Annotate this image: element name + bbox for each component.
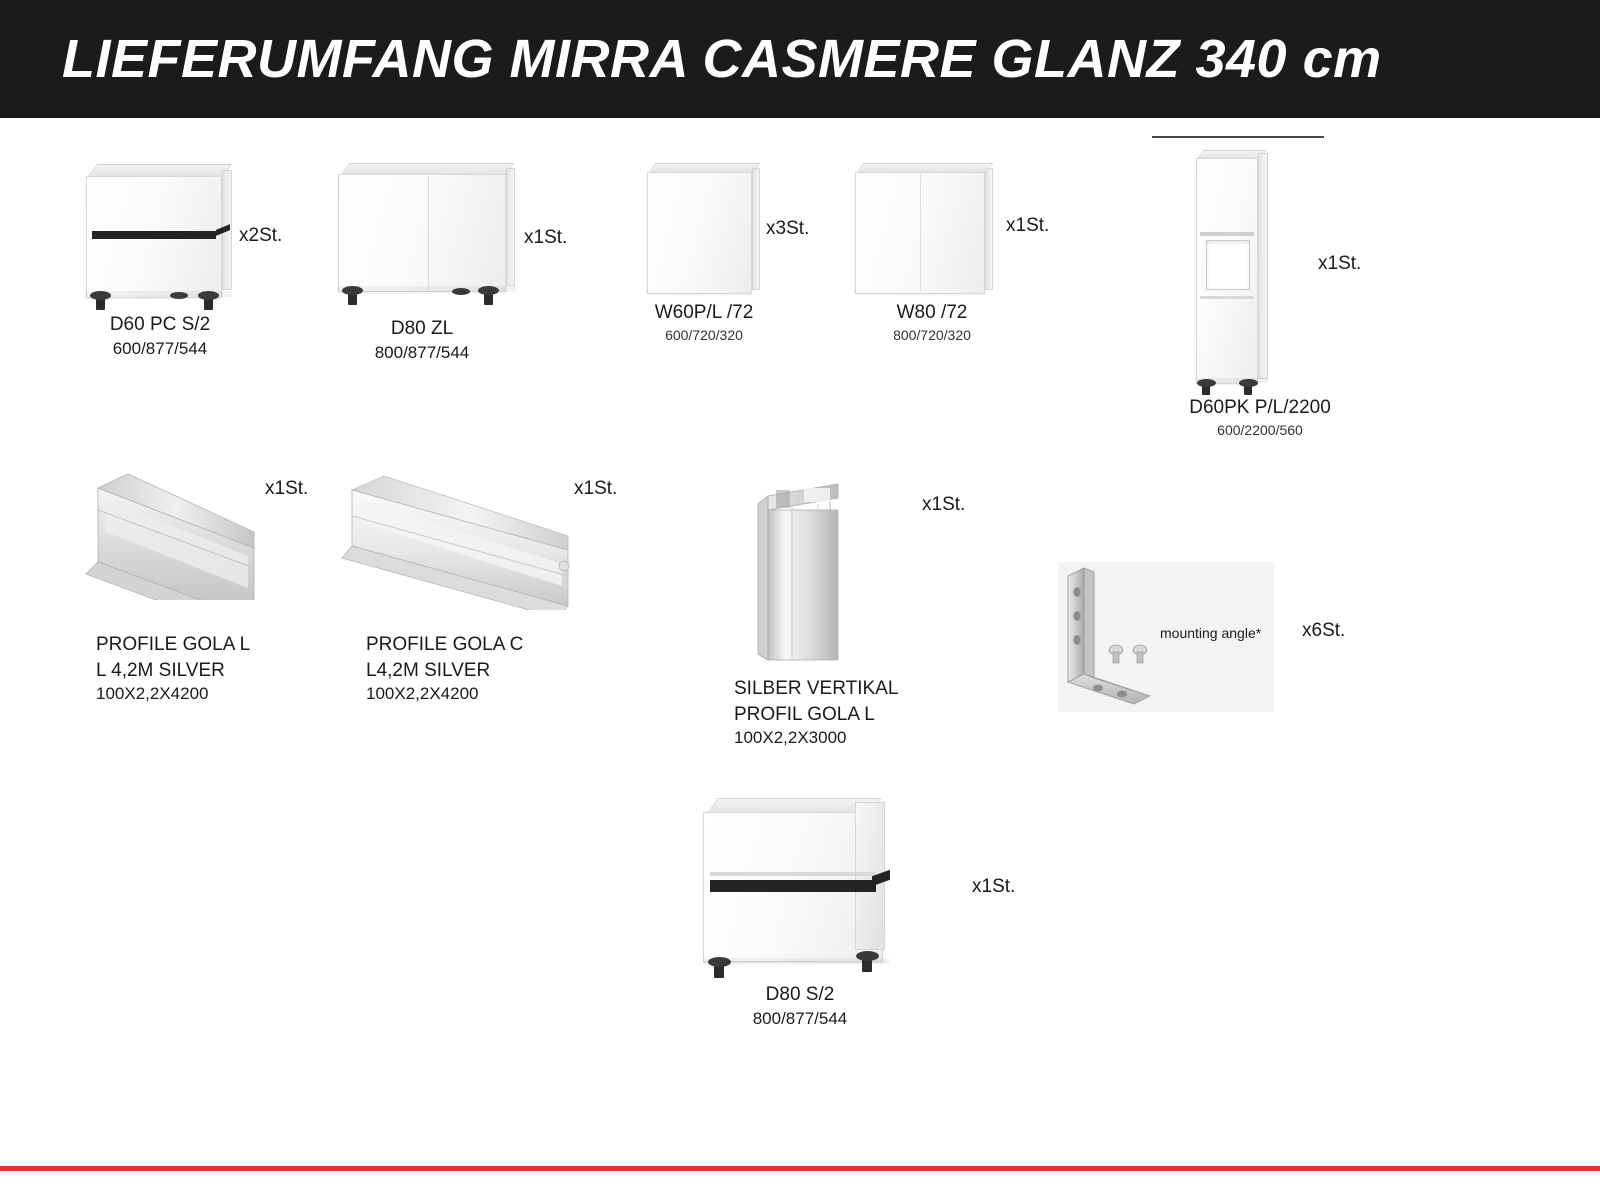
caption-profile-gola-c xyxy=(366,632,523,706)
label2-profile-gola-c: L4,2M SILVER xyxy=(366,659,491,681)
profile-drawing-gola-l xyxy=(84,470,274,600)
footer-accent-bar xyxy=(0,1166,1600,1184)
caption-w80-72 xyxy=(836,300,1028,345)
caption-d80-s2 xyxy=(700,982,900,1031)
label2-silber-vertikal: PROFIL GOLA L xyxy=(734,703,875,725)
caption-w60-pl-72 xyxy=(608,300,800,345)
header-bar xyxy=(0,0,1600,118)
caption-silber-vertikal xyxy=(734,676,898,750)
label-d80-s2: D80 S/2 xyxy=(765,984,835,1005)
quantity-d60pk-pl-2200: x1St. xyxy=(1318,253,1362,274)
label-profile-gola-l: PROFILE GOLA L xyxy=(96,634,251,655)
dimensions-silber-vertikal: 100X2,2X3000 xyxy=(734,728,847,748)
quantity-w80-72: x1St. xyxy=(1006,215,1050,236)
label-d60-pc-s2: D60 PC S/2 xyxy=(109,314,211,335)
quantity-w60-pl-72: x3St. xyxy=(766,218,810,239)
quantity-profile-gola-c: x1St. xyxy=(574,478,618,499)
page-title: LIEFERUMFANG MIRRA CASMERE GLANZ 340 cm xyxy=(62,29,1382,89)
dimensions-d80-s2: 800/877/544 xyxy=(752,1008,848,1028)
quantity-profile-gola-l: x1St. xyxy=(265,478,309,499)
quantity-d80-s2: x1St. xyxy=(972,876,1016,897)
label-profile-gola-c: PROFILE GOLA C xyxy=(366,634,524,655)
gola-c-profile-icon xyxy=(336,470,580,610)
dimensions-w60-pl-72: 600/720/320 xyxy=(665,326,743,343)
quantity-silber-vertikal: x1St. xyxy=(922,494,966,515)
vertical-gola-profile-icon xyxy=(752,482,862,662)
dimensions-w80-72: 800/720/320 xyxy=(893,326,971,343)
caption-d60pk-pl-2200 xyxy=(1140,395,1380,440)
label-d60pk-pl-2200: D60PK P/L/2200 xyxy=(1189,397,1331,418)
dimensions-profile-gola-c: 100X2,2X4200 xyxy=(366,684,479,704)
quantity-d60-pc-s2: x2St. xyxy=(239,225,283,246)
caption-d60-pc-s2 xyxy=(60,312,260,361)
dimensions-d60-pc-s2: 600/877/544 xyxy=(112,338,208,358)
profile-drawing-silber-vertikal xyxy=(752,482,862,662)
gola-l-profile-icon xyxy=(84,470,274,600)
label-w60-pl-72: W60P/L /72 xyxy=(654,302,754,323)
caption-d80-zl xyxy=(322,316,522,365)
quantity-d80-zl: x1St. xyxy=(524,227,568,248)
label-d80-zl: D80 ZL xyxy=(390,318,454,339)
profile-drawing-gola-c xyxy=(336,470,580,610)
label-w80-72: W80 /72 xyxy=(896,302,968,323)
label-silber-vertikal: SILBER VERTIKAL xyxy=(734,678,899,699)
label-mounting-angle: mounting angle* xyxy=(1160,625,1262,641)
caption-profile-gola-l xyxy=(96,632,250,706)
quantity-mounting-angle: x6St. xyxy=(1302,620,1346,641)
dimensions-d80-zl: 800/877/544 xyxy=(374,342,470,362)
dimensions-d60pk-pl-2200: 600/2200/560 xyxy=(1217,421,1303,438)
dimensions-profile-gola-l: 100X2,2X4200 xyxy=(96,684,209,704)
label2-profile-gola-l: L 4,2M SILVER xyxy=(96,659,225,681)
